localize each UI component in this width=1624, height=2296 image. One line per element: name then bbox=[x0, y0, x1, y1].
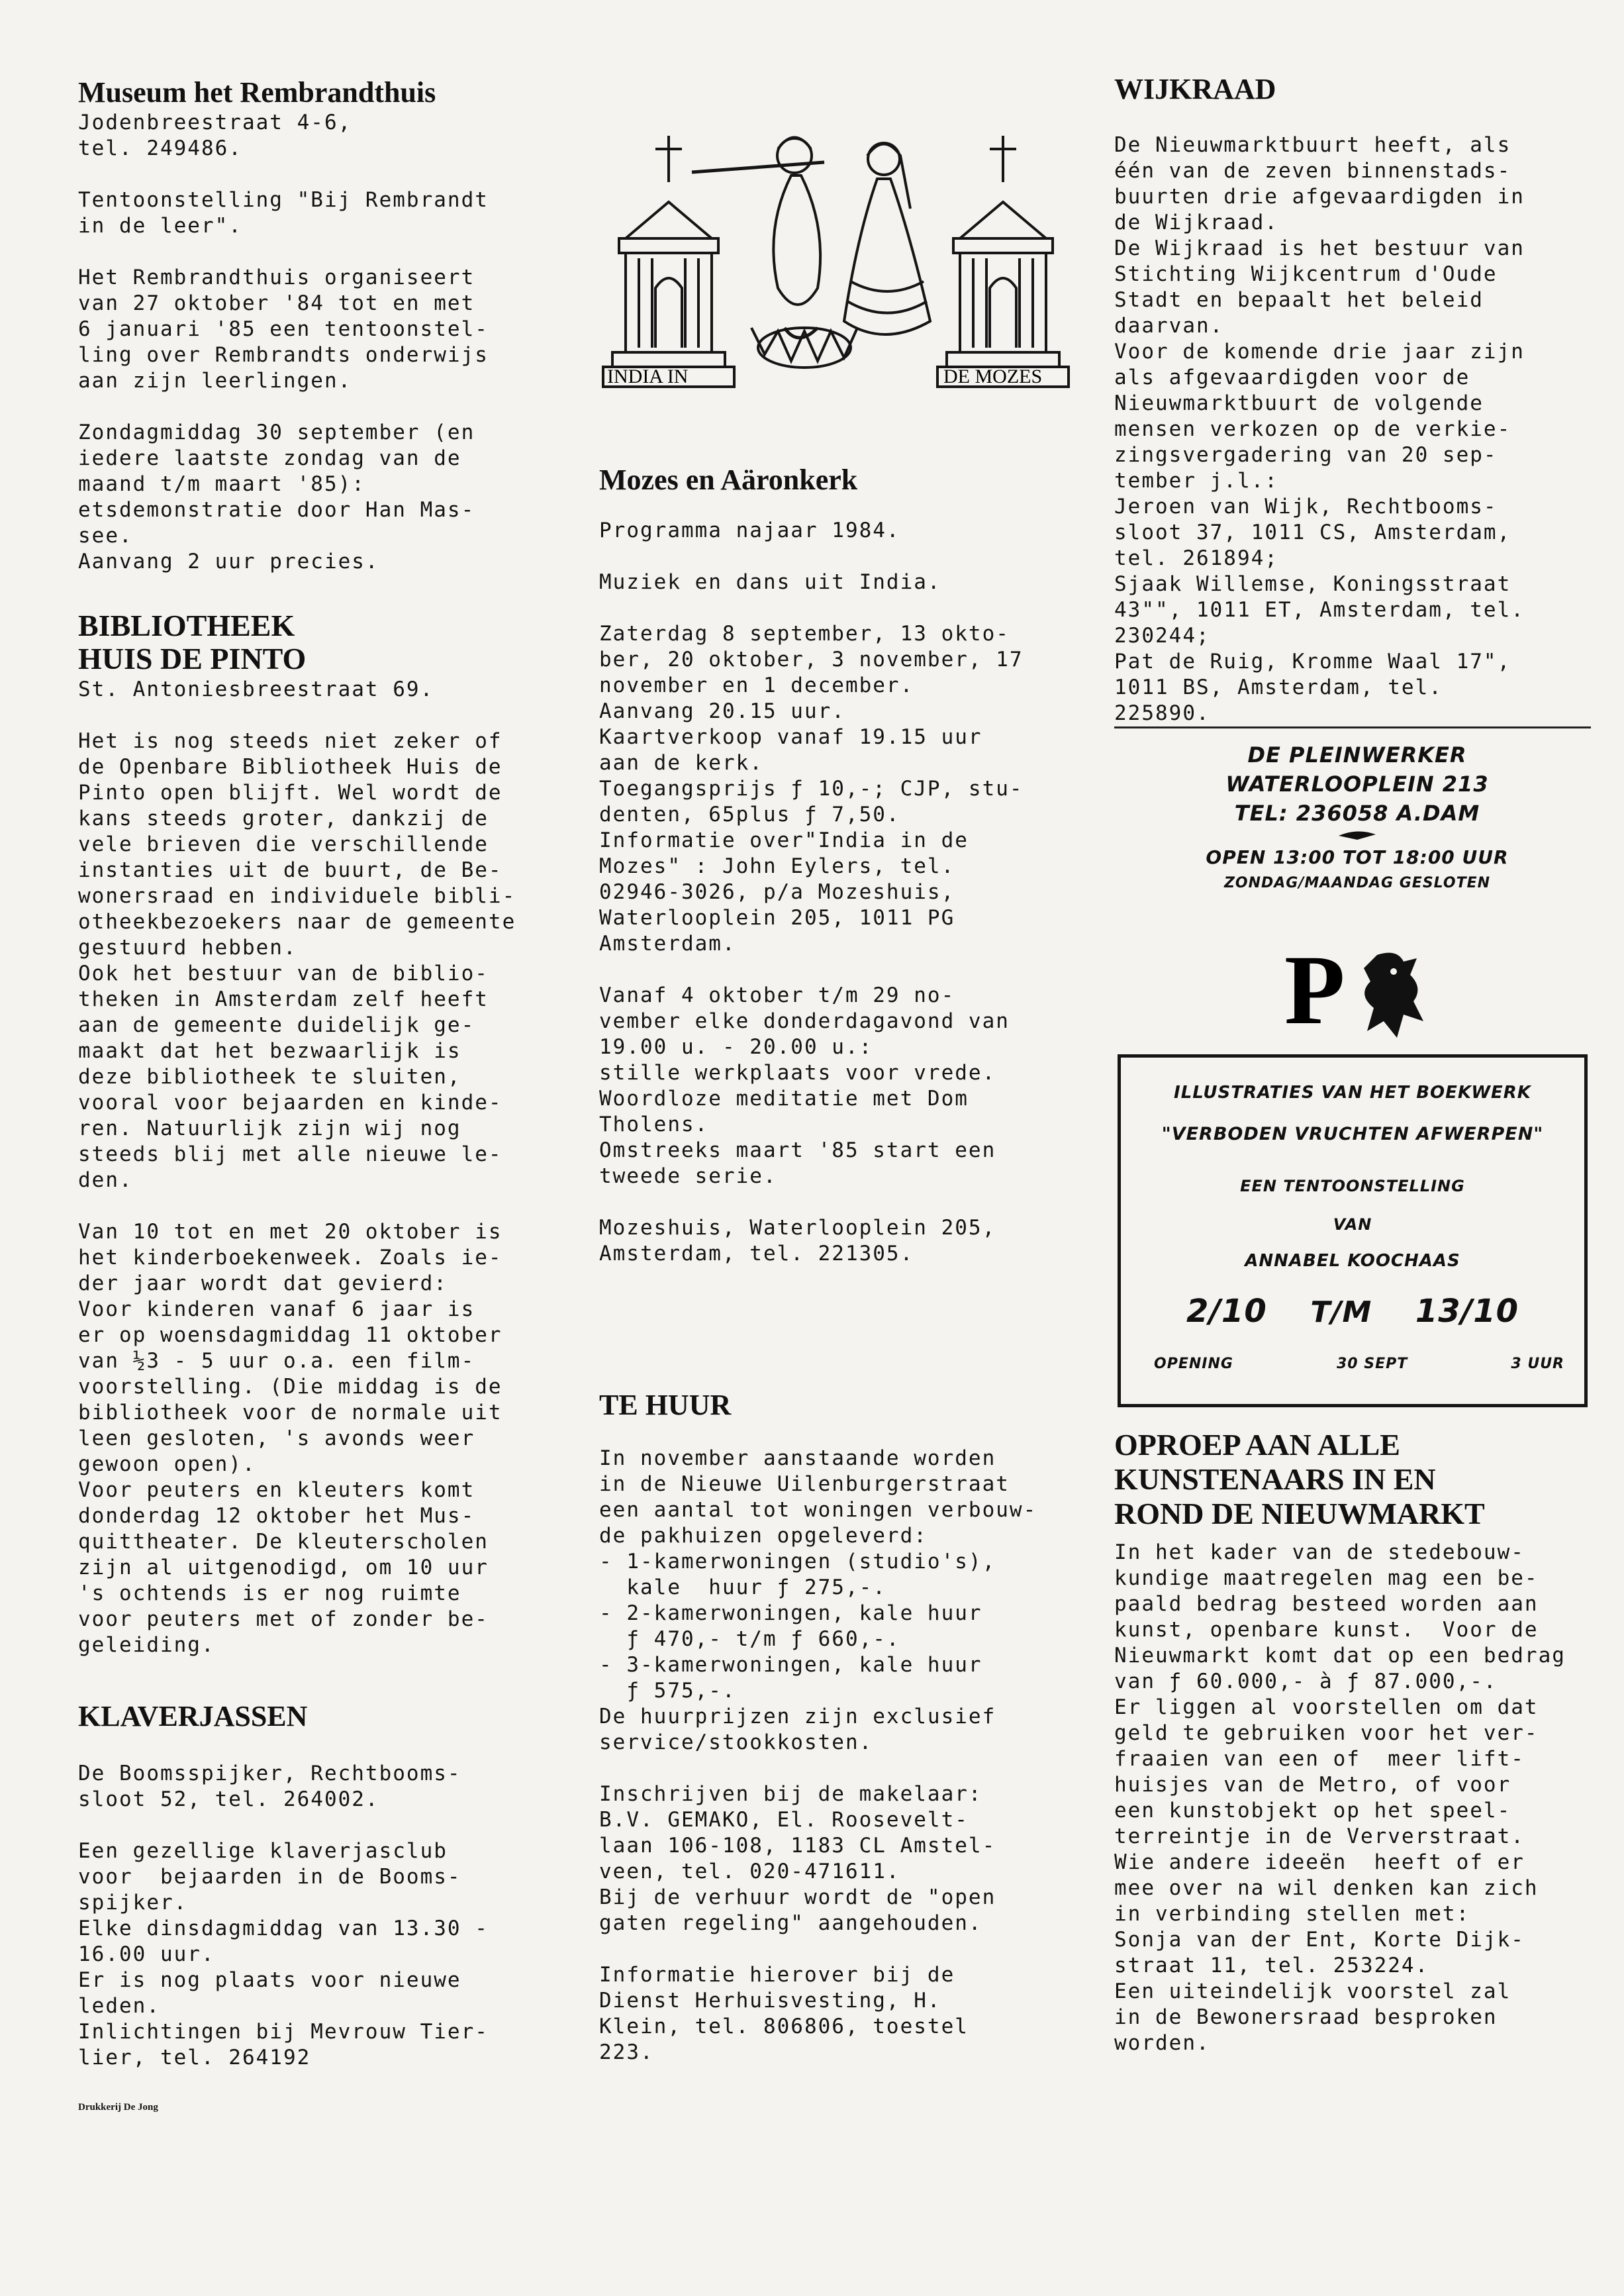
text-line: bibliotheek voor de normale uit bbox=[78, 1401, 502, 1424]
text-line: Zondagmiddag 30 september (en bbox=[78, 421, 475, 444]
text-line: een aantal tot woningen verbouw- bbox=[599, 1498, 1037, 1522]
text-line: 230244; bbox=[1114, 624, 1210, 648]
text-line: de Openbare Bibliotheek Huis de bbox=[78, 755, 502, 779]
text-line: lier, tel. 264192 bbox=[78, 2046, 311, 2070]
text-line: - 1-kamerwoningen (studio's), bbox=[599, 1550, 996, 1573]
klaverjassen-title: KLAVERJASSEN bbox=[78, 1700, 308, 1732]
text-line: van 27 oktober '84 tot en met bbox=[78, 291, 475, 315]
paragraph-gap bbox=[599, 957, 1024, 983]
text-line: In het kader van de stedebouw- bbox=[1114, 1540, 1525, 1564]
text-line: vele brieven die verschillende bbox=[78, 832, 489, 856]
paragraph-gap bbox=[599, 1936, 1037, 1962]
text-line: quittheater. De kleuterscholen bbox=[78, 1530, 489, 1554]
text-line: Ook het bestuur van de biblio- bbox=[78, 962, 489, 985]
text-line: Wie andere ideeën heeft of er bbox=[1114, 1850, 1525, 1874]
text-line: etsdemonstratie door Han Mas- bbox=[78, 498, 475, 522]
text-line: - 2-kamerwoningen, kale huur bbox=[599, 1601, 982, 1625]
text-line: mensen verkozen op de verkie- bbox=[1114, 417, 1511, 441]
text-line: Stadt en bepaalt het beleid bbox=[1114, 288, 1484, 312]
text-line: 43"", 1011 ET, Amsterdam, tel. bbox=[1114, 598, 1525, 622]
text-line: 1011 BS, Amsterdam, tel. bbox=[1114, 675, 1443, 699]
text-line: donderdag 12 oktober het Mus- bbox=[78, 1504, 475, 1528]
text-line: aan zijn leerlingen. bbox=[78, 369, 352, 393]
expo-opening-time: 3 UUR bbox=[1511, 1356, 1564, 1372]
text-line: straat 11, tel. 253224. bbox=[1114, 1954, 1429, 1977]
text-line: Elke dinsdagmiddag van 13.30 - bbox=[78, 1917, 489, 1940]
expo-line-2: "VERBODEN VRUCHTEN AFWERPEN" bbox=[1161, 1124, 1544, 1144]
oproep-title-3: ROND DE NIEUWMARKT bbox=[1114, 1497, 1485, 1530]
text-line: Jeroen van Wijk, Rechtbooms- bbox=[1114, 495, 1498, 519]
expo-date-end: 13/10 bbox=[1415, 1293, 1519, 1330]
text-line: deze bibliotheek te sluiten, bbox=[78, 1065, 461, 1089]
text-line: service/stookkosten. bbox=[599, 1730, 873, 1754]
paragraph-gap bbox=[78, 239, 489, 265]
museum-title: Museum het Rembrandthuis bbox=[78, 76, 436, 109]
bird-icon bbox=[1337, 828, 1377, 841]
pleinwerker-line-5: ZONDAG/MAANDAG GESLOTEN bbox=[1223, 875, 1491, 891]
text-line: in de Nieuwe Uilenburgerstraat bbox=[599, 1472, 1010, 1496]
text-line: mee over na wil denken kan zich bbox=[1114, 1876, 1539, 1900]
text-line: als afgevaardigden voor de bbox=[1114, 366, 1470, 389]
text-line: ber, 20 oktober, 3 november, 17 bbox=[599, 648, 1024, 672]
text-line: Muziek en dans uit India. bbox=[599, 570, 941, 594]
text-line: In november aanstaande worden bbox=[599, 1446, 996, 1470]
text-line: voor bejaarden in de Booms- bbox=[78, 1865, 461, 1889]
text-line: Toegangsprijs ƒ 10,-; CJP, stu- bbox=[599, 777, 1024, 801]
text-line: maand t/m maart '85): bbox=[78, 472, 365, 496]
text-line: De Nieuwmarktbuurt heeft, als bbox=[1114, 133, 1511, 157]
caption-de-mozes: DE MOZES bbox=[943, 366, 1043, 387]
text-line: tember j.l.: bbox=[1114, 469, 1278, 493]
expo-line-5: ANNABEL KOOCHAAS bbox=[1245, 1251, 1460, 1271]
text-line: Informatie hierover bij de bbox=[599, 1963, 955, 1987]
text-line: Pat de Ruig, Kromme Waal 17", bbox=[1114, 650, 1511, 674]
text-line: zingsvergadering van 20 sep- bbox=[1114, 443, 1498, 467]
text-line: Inlichtingen bij Mevrouw Tier- bbox=[78, 2020, 489, 2044]
paragraph-gap bbox=[78, 1813, 489, 1838]
paragraph-gap bbox=[78, 394, 489, 420]
pleinwerker-line-3: TEL: 236058 A.DAM bbox=[1234, 801, 1480, 826]
text-line: gestuurd hebben. bbox=[78, 936, 297, 960]
text-line: Zaterdag 8 september, 13 okto- bbox=[599, 622, 1010, 646]
expo-opening-date: 30 SEPT bbox=[1337, 1356, 1408, 1372]
exhibition-box bbox=[1118, 1054, 1588, 1407]
text-line: veen, tel. 020-471611. bbox=[599, 1860, 900, 1883]
paragraph-gap bbox=[78, 703, 516, 728]
text-line: een kunstobjekt op het speel- bbox=[1114, 1799, 1511, 1822]
text-line: voorstelling. (Die middag is de bbox=[78, 1375, 502, 1399]
text-line: het kinderboekenweek. Zoals ie- bbox=[78, 1246, 502, 1270]
text-line: van ƒ 60.000,- à ƒ 87.000,-. bbox=[1114, 1670, 1498, 1693]
india-in-de-mozes-illustration bbox=[599, 129, 1077, 434]
text-line: in de Bewonersraad besproken bbox=[1114, 2005, 1498, 2029]
oproep-title-2: KUNSTENAARS IN EN bbox=[1114, 1462, 1436, 1496]
text-line: spijker. bbox=[78, 1891, 188, 1915]
p-logo bbox=[1284, 935, 1443, 1046]
text-line: ƒ 470,- t/m ƒ 660,-. bbox=[599, 1627, 900, 1651]
text-line: Er liggen al voorstellen om dat bbox=[1114, 1695, 1539, 1719]
caption-india-in: INDIA IN bbox=[607, 366, 689, 387]
text-line: tel. 261894; bbox=[1114, 546, 1278, 570]
pleinwerker-line-4: OPEN 13:00 TOT 18:00 UUR bbox=[1206, 846, 1509, 868]
text-line: één van de zeven binnenstads- bbox=[1114, 159, 1511, 183]
text-line: de pakhuizen opgeleverd: bbox=[599, 1524, 928, 1548]
pleinwerker-line-1: DE PLEINWERKER bbox=[1247, 742, 1467, 768]
text-line: ƒ 575,-. bbox=[599, 1679, 736, 1703]
text-line: gaten regeling" aangehouden. bbox=[599, 1911, 982, 1935]
text-line: Het Rembrandthuis organiseert bbox=[78, 266, 475, 289]
text-line: 02946-3026, p/a Mozeshuis, bbox=[599, 880, 955, 904]
text-line: november en 1 december. bbox=[599, 674, 914, 697]
text-line: Voor kinderen vanaf 6 jaar is bbox=[78, 1297, 475, 1321]
text-line: de Wijkraad. bbox=[1114, 211, 1278, 234]
text-line: Voor de komende drie jaar zijn bbox=[1114, 340, 1525, 364]
oproep-title-1: OPROEP AAN ALLE bbox=[1114, 1428, 1400, 1462]
text-line: 223. bbox=[599, 2040, 654, 2064]
text-line: Er is nog plaats voor nieuwe bbox=[78, 1968, 461, 1992]
text-line: Woordloze meditatie met Dom bbox=[599, 1087, 969, 1111]
text-line: Sonja van der Ent, Korte Dijk- bbox=[1114, 1928, 1525, 1952]
text-line: Vanaf 4 oktober t/m 29 no- bbox=[599, 983, 955, 1007]
text-line: see. bbox=[78, 524, 133, 548]
text-line: Mozeshuis, Waterlooplein 205, bbox=[599, 1216, 996, 1240]
expo-opening-label: OPENING bbox=[1154, 1356, 1233, 1372]
text-line: B.V. GEMAKO, El. Roosevelt- bbox=[599, 1808, 969, 1832]
bibliotheek-body bbox=[78, 677, 516, 1658]
text-line: den. bbox=[78, 1168, 133, 1192]
text-line: terreintje in de Ververstraat. bbox=[1114, 1824, 1525, 1848]
text-line: kans steeds groter, dankzij de bbox=[78, 807, 489, 830]
text-line: der jaar wordt dat gevierd: bbox=[78, 1272, 448, 1295]
text-line: otheekbezoekers naar de gemeente bbox=[78, 910, 516, 934]
text-line: kunst, openbare kunst. Voor de bbox=[1114, 1618, 1539, 1642]
text-line: Waterlooplein 205, 1011 PG bbox=[599, 906, 955, 930]
text-line: Inschrijven bij de makelaar: bbox=[599, 1782, 982, 1806]
text-line: stille werkplaats voor vrede. bbox=[599, 1061, 996, 1085]
text-line: Jodenbreestraat 4-6, bbox=[78, 111, 352, 134]
paragraph-gap bbox=[599, 544, 1024, 570]
tehuur-body bbox=[599, 1446, 1037, 2066]
text-line: huisjes van de Metro, of voor bbox=[1114, 1773, 1511, 1797]
text-line: Nieuwmarkt komt dat op een bedrag bbox=[1114, 1644, 1566, 1668]
wijkraad-title: WIJKRAAD bbox=[1114, 73, 1276, 105]
wijkraad-body bbox=[1114, 132, 1525, 726]
text-line: Amsterdam, tel. 221305. bbox=[599, 1242, 914, 1266]
text-line: er op woensdagmiddag 11 oktober bbox=[78, 1323, 502, 1347]
text-line: ren. Natuurlijk zijn wij nog bbox=[78, 1117, 461, 1140]
text-line: van ½3 - 5 uur o.a. een film- bbox=[78, 1349, 475, 1373]
text-line: vooral voor bejaarden en kinde- bbox=[78, 1091, 502, 1115]
text-line: fraaien van een of meer lift- bbox=[1114, 1747, 1525, 1771]
text-line: buurten drie afgevaardigden in bbox=[1114, 185, 1525, 209]
p-letter: P bbox=[1284, 935, 1345, 1045]
text-line: aan de kerk. bbox=[599, 751, 763, 775]
lion-icon bbox=[1357, 948, 1430, 1041]
text-line: leen gesloten, 's avonds weer bbox=[78, 1426, 475, 1450]
text-line: geleiding. bbox=[78, 1633, 215, 1657]
text-line: voor peuters met of zonder be- bbox=[78, 1607, 489, 1631]
klaverjassen-body bbox=[78, 1761, 489, 2071]
text-line: 6 januari '85 een tentoonstel- bbox=[78, 317, 489, 341]
text-line: Sjaak Willemse, Koningsstraat bbox=[1114, 572, 1511, 596]
text-line: 's ochtends is er nog ruimte bbox=[78, 1581, 461, 1605]
text-line: - 3-kamerwoningen, kale huur bbox=[599, 1653, 982, 1677]
expo-date-mid: T/M bbox=[1310, 1295, 1372, 1329]
text-line: Klein, tel. 806806, toestel bbox=[599, 2015, 969, 2038]
wijkraad-rule bbox=[1114, 726, 1591, 728]
text-line: Kaartverkoop vanaf 19.15 uur bbox=[599, 725, 982, 749]
text-line: De Boomsspijker, Rechtbooms- bbox=[78, 1762, 461, 1785]
expo-line-1: ILLUSTRATIES VAN HET BOEKWERK bbox=[1174, 1083, 1531, 1103]
oproep-body bbox=[1114, 1540, 1566, 2056]
text-line: ling over Rembrandts onderwijs bbox=[78, 343, 489, 367]
text-line: Een gezellige klaverjasclub bbox=[78, 1839, 448, 1863]
text-line: aan de gemeente duidelijk ge- bbox=[78, 1013, 475, 1037]
paragraph-gap bbox=[599, 595, 1024, 621]
text-line: denten, 65plus ƒ 7,50. bbox=[599, 803, 900, 826]
text-line: sloot 52, tel. 264002. bbox=[78, 1787, 379, 1811]
text-line: De Wijkraad is het bestuur van bbox=[1114, 236, 1525, 260]
text-line: Een uiteindelijk voorstel zal bbox=[1114, 1979, 1511, 2003]
text-line: Aanvang 2 uur precies. bbox=[78, 550, 379, 574]
expo-opening bbox=[1154, 1356, 1564, 1372]
paragraph-gap bbox=[599, 1189, 1024, 1215]
text-line: Tholens. bbox=[599, 1113, 709, 1136]
expo-line-4: VAN bbox=[1333, 1215, 1372, 1234]
text-line: St. Antoniesbreestraat 69. bbox=[78, 677, 434, 701]
text-line: Voor peuters en kleuters komt bbox=[78, 1478, 475, 1502]
text-line: Pinto open blijft. Wel wordt de bbox=[78, 781, 502, 805]
text-line: Amsterdam. bbox=[599, 932, 736, 956]
text-line: Aanvang 20.15 uur. bbox=[599, 699, 845, 723]
paragraph-gap bbox=[78, 1193, 516, 1219]
text-line: tweede serie. bbox=[599, 1164, 777, 1188]
mozes-body bbox=[599, 518, 1024, 1267]
mozes-title: Mozes en Aäronkerk bbox=[599, 464, 858, 496]
tehuur-title: TE HUUR bbox=[599, 1389, 732, 1421]
text-line: 16.00 uur. bbox=[78, 1942, 215, 1966]
text-line: iedere laatste zondag van de bbox=[78, 446, 461, 470]
text-line: Mozes" : John Eylers, tel. bbox=[599, 854, 955, 878]
paragraph-gap bbox=[599, 1756, 1037, 1781]
printer-credit: Drukkerij De Jong bbox=[78, 2102, 158, 2113]
text-line: leden. bbox=[78, 1994, 160, 2018]
text-line: Van 10 tot en met 20 oktober is bbox=[78, 1220, 502, 1244]
text-line: kundige maatregelen mag een be- bbox=[1114, 1566, 1539, 1590]
text-line: Informatie over"India in de bbox=[599, 828, 969, 852]
bibliotheek-title-2: HUIS DE PINTO bbox=[78, 642, 307, 675]
bibliotheek-title-1: BIBLIOTHEEK bbox=[78, 609, 295, 642]
text-line: Nieuwmarktbuurt de volgende bbox=[1114, 391, 1484, 415]
paragraph-gap bbox=[78, 162, 489, 187]
text-line: De huurprijzen zijn exclusief bbox=[599, 1705, 996, 1728]
text-line: Omstreeks maart '85 start een bbox=[599, 1138, 996, 1162]
text-line: kale huur ƒ 275,-. bbox=[599, 1575, 886, 1599]
expo-dates bbox=[1121, 1293, 1584, 1330]
text-line: sloot 37, 1011 CS, Amsterdam, bbox=[1114, 521, 1511, 544]
expo-line-3: EEN TENTOONSTELLING bbox=[1240, 1177, 1465, 1195]
text-line: worden. bbox=[1114, 2031, 1210, 2055]
text-line: tel. 249486. bbox=[78, 136, 242, 160]
text-line: Stichting Wijkcentrum d'Oude bbox=[1114, 262, 1498, 286]
text-line: in de leer". bbox=[78, 214, 242, 238]
text-line: 225890. bbox=[1114, 701, 1210, 725]
text-line: geld te gebruiken voor het ver- bbox=[1114, 1721, 1539, 1745]
pleinwerker-line-2: WATERLOOPLEIN 213 bbox=[1225, 772, 1489, 797]
text-line: zijn al uitgenodigd, om 10 uur bbox=[78, 1556, 489, 1579]
text-line: wonersraad en individuele bibli- bbox=[78, 884, 516, 908]
text-line: instanties uit de buurt, de Be- bbox=[78, 858, 502, 882]
text-line: Bij de verhuur wordt de "open bbox=[599, 1885, 996, 1909]
text-line: vember elke donderdagavond van bbox=[599, 1009, 1010, 1033]
text-line: daarvan. bbox=[1114, 314, 1224, 338]
text-line: Programma najaar 1984. bbox=[599, 519, 900, 542]
text-line: paald bedrag besteed worden aan bbox=[1114, 1592, 1539, 1616]
text-line: 19.00 u. - 20.00 u.: bbox=[599, 1035, 873, 1059]
museum-body bbox=[78, 110, 489, 575]
text-line: in verbinding stellen met: bbox=[1114, 1902, 1470, 1926]
text-line: Tentoonstelling "Bij Rembrandt bbox=[78, 188, 489, 212]
text-line: maakt dat het bezwaarlijk is bbox=[78, 1039, 461, 1063]
pleinwerker-ad bbox=[1145, 740, 1569, 895]
text-line: laan 106-108, 1183 CL Amstel- bbox=[599, 1834, 996, 1858]
expo-date-start: 2/10 bbox=[1186, 1293, 1267, 1330]
text-line: steeds blij met alle nieuwe le- bbox=[78, 1142, 502, 1166]
text-line: Het is nog steeds niet zeker of bbox=[78, 729, 502, 753]
text-line: gewoon open). bbox=[78, 1452, 256, 1476]
text-line: Dienst Herhuisvesting, H. bbox=[599, 1989, 941, 2013]
text-line: theken in Amsterdam zelf heeft bbox=[78, 987, 489, 1011]
